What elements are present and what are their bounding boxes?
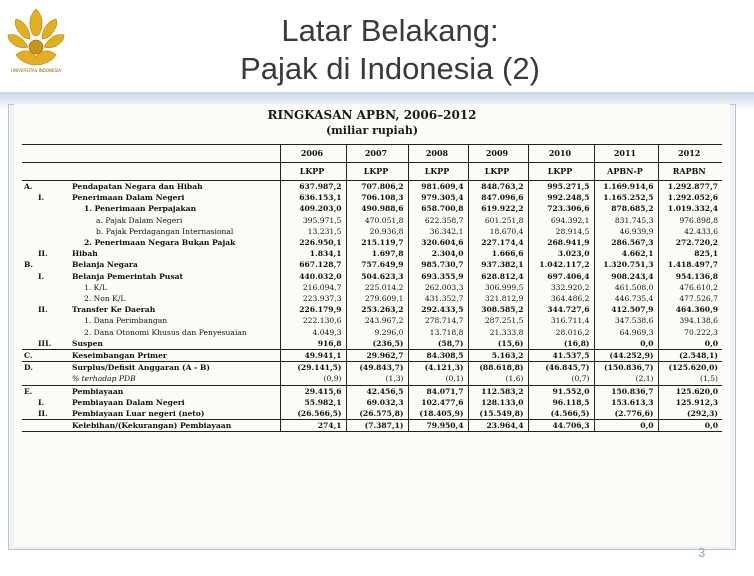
- row-value: 637.987,2: [280, 181, 346, 193]
- row-value: 79.950,4: [408, 420, 468, 432]
- row-label: Surplus/Defisit Anggaran (A - B): [70, 362, 280, 374]
- row-value: (16,8): [528, 338, 594, 350]
- row-value: 226.950,1: [280, 237, 346, 248]
- row-value: 937.382,1: [468, 259, 528, 270]
- row-value: 84.071,7: [408, 385, 468, 397]
- row-value: 412.507,9: [594, 304, 658, 315]
- row-value: 1.834,1: [280, 248, 346, 259]
- header-status: RAPBN: [658, 163, 722, 181]
- row-value: 992.248,5: [528, 192, 594, 203]
- row-value: 601.251,8: [468, 215, 528, 226]
- row-label: 2. Non K/L: [84, 294, 126, 304]
- row-value: (2,1): [594, 373, 658, 385]
- row-section-code: [22, 304, 36, 315]
- row-value: (236,5): [346, 338, 408, 350]
- table-row: [22, 397, 722, 408]
- row-sub-code: I.: [38, 193, 45, 203]
- row-value: 292.433,5: [408, 304, 468, 315]
- table-row: [22, 315, 722, 326]
- row-section-code: [22, 327, 36, 338]
- row-sub-code: II.: [38, 409, 48, 419]
- row-value: 908.243,4: [594, 271, 658, 282]
- row-value: (44.252,9): [594, 350, 658, 362]
- row-value: 622.358,7: [408, 215, 468, 226]
- row-label: Penerimaan Dalam Negeri: [72, 193, 185, 203]
- row-value: (49.843,7): [346, 362, 408, 374]
- header-year: 2010: [528, 145, 594, 163]
- row-value: (7.387,1): [346, 420, 408, 432]
- row-sub-code: [36, 362, 70, 374]
- row-value: 125.620,0: [658, 385, 722, 397]
- header-year: 2007: [346, 145, 408, 163]
- header-status: LKPP: [528, 163, 594, 181]
- row-sub-code: [36, 373, 70, 385]
- row-label: Hibah: [72, 249, 98, 259]
- title-line-2: Pajak di Indonesia (2): [240, 51, 540, 86]
- row-value: 658.700,8: [408, 203, 468, 214]
- row-value: 848.763,2: [468, 181, 528, 193]
- row-value: 954.136,8: [658, 271, 722, 282]
- row-value: 0,0: [658, 338, 722, 350]
- row-section-code: A.: [24, 182, 33, 191]
- table-row: [22, 226, 722, 237]
- row-value: (292,3): [658, 408, 722, 420]
- row-value: 29.415,6: [280, 385, 346, 397]
- row-value: 395.971,5: [280, 215, 346, 226]
- row-value: 29.962,7: [346, 350, 408, 362]
- table-row: [22, 373, 722, 385]
- row-value: 13.718,8: [408, 327, 468, 338]
- row-section-code: B.: [24, 260, 34, 270]
- table-header-status: [22, 163, 722, 181]
- row-sub-code: [36, 282, 70, 293]
- header-blank: [22, 145, 280, 163]
- row-section-code: [22, 248, 36, 259]
- table-row: [22, 420, 722, 432]
- row-value: 96.118,5: [528, 397, 594, 408]
- row-value: 227.174,4: [468, 237, 528, 248]
- row-value: (46.845,7): [528, 362, 594, 374]
- row-section-code: [22, 397, 36, 408]
- row-label: Belanja Negara: [72, 260, 138, 270]
- row-value: 150.836,7: [594, 385, 658, 397]
- row-label: 2. Dana Otonomi Khusus dan Penyesuaian: [84, 327, 247, 337]
- row-value: (0,7): [528, 373, 594, 385]
- row-value: 694.392,1: [528, 215, 594, 226]
- row-label: 1. K/L: [84, 282, 107, 292]
- row-value: 215.119,7: [346, 237, 408, 248]
- row-value: (26.566,5): [280, 408, 346, 420]
- row-sub-code: [36, 293, 70, 304]
- row-section-code: [22, 215, 36, 226]
- row-value: 979.305,4: [408, 192, 468, 203]
- table-row: [22, 192, 722, 203]
- row-value: (150.836,7): [594, 362, 658, 374]
- svg-text:UNIVERSITAS INDONESIA: UNIVERSITAS INDONESIA: [11, 68, 61, 73]
- table-subtitle: (miliar rupiah): [325, 124, 419, 137]
- row-value: 916,8: [280, 338, 346, 350]
- row-value: 847.096,6: [468, 192, 528, 203]
- row-label: Transfer Ke Daerah: [72, 305, 156, 315]
- row-value: 1.418.497,7: [658, 259, 722, 270]
- row-value: (4.121,3): [408, 362, 468, 374]
- row-value: 225.014,2: [346, 282, 408, 293]
- row-value: 619.922,2: [468, 203, 528, 214]
- row-value: 253.263,2: [346, 304, 408, 315]
- row-value: 504.623,3: [346, 271, 408, 282]
- row-value: 9.296,0: [346, 327, 408, 338]
- header-year: 2009: [468, 145, 528, 163]
- row-value: 5.163,2: [468, 350, 528, 362]
- table-row: [22, 181, 722, 193]
- header-status: APBN-P: [594, 163, 658, 181]
- row-value: 2.304,0: [408, 248, 468, 259]
- row-value: 431.352,7: [408, 293, 468, 304]
- row-value: 757.649,9: [346, 259, 408, 270]
- row-value: 697.406,4: [528, 271, 594, 282]
- header-year: 2011: [594, 145, 658, 163]
- row-value: 825,1: [658, 248, 722, 259]
- row-value: 344.727,6: [528, 304, 594, 315]
- row-value: 1.292.877,7: [658, 181, 722, 193]
- row-value: (15,6): [468, 338, 528, 350]
- row-value: 128.133,0: [468, 397, 528, 408]
- row-value: (2.548,1): [658, 350, 722, 362]
- table-row: [22, 293, 722, 304]
- slide-title: [140, 12, 640, 88]
- row-value: 1.042.117,2: [528, 259, 594, 270]
- table-row: [22, 248, 722, 259]
- header-status: LKPP: [346, 163, 408, 181]
- row-value: 278.714,7: [408, 315, 468, 326]
- row-value: 125.912,3: [658, 397, 722, 408]
- row-value: 490.988,6: [346, 203, 408, 214]
- row-value: 723.306,6: [528, 203, 594, 214]
- row-value: 1.292.052,6: [658, 192, 722, 203]
- row-sub-code: [36, 203, 70, 214]
- row-value: (1,3): [346, 373, 408, 385]
- row-sub-code: I.: [38, 397, 45, 407]
- row-value: (0,1): [408, 373, 468, 385]
- row-section-code: [22, 203, 36, 214]
- apbn-summary-image: [14, 104, 730, 546]
- row-value: (88.618,8): [468, 362, 528, 374]
- row-section-code: [22, 315, 36, 326]
- row-value: 287.251,5: [468, 315, 528, 326]
- table-row: [22, 304, 722, 315]
- row-sub-code: [36, 181, 70, 193]
- row-value: 28.016,2: [528, 327, 594, 338]
- row-value: 878.685,2: [594, 203, 658, 214]
- row-value: 1.019.332,4: [658, 203, 722, 214]
- table-row: [22, 259, 722, 270]
- table-row: [22, 203, 722, 214]
- table-row: [22, 338, 722, 350]
- row-value: 112.583,2: [468, 385, 528, 397]
- row-section-code: [22, 237, 36, 248]
- row-label: Pembiayaan Dalam Negeri: [72, 397, 185, 407]
- row-value: 84.308,5: [408, 350, 468, 362]
- row-label: Pembiayaan: [70, 385, 280, 397]
- row-value: (1,5): [658, 373, 722, 385]
- row-value: 707.806,2: [346, 181, 408, 193]
- table-header-years: [22, 145, 722, 163]
- row-value: 981.609,4: [408, 181, 468, 193]
- table-row: [22, 385, 722, 397]
- header-blank: [22, 163, 280, 181]
- row-section-code: [22, 271, 36, 282]
- row-sub-code: I.: [38, 271, 45, 281]
- row-value: (26.575,8): [346, 408, 408, 420]
- row-sub-code: [36, 327, 70, 338]
- row-value: 332.920,2: [528, 282, 594, 293]
- row-value: 0,0: [594, 420, 658, 432]
- row-value: (29.141,5): [280, 362, 346, 374]
- row-sub-code: [36, 259, 70, 270]
- row-sub-code: [36, 237, 70, 248]
- header-status: LKPP: [408, 163, 468, 181]
- row-section-code: [22, 338, 36, 350]
- row-sub-code: II.: [38, 249, 48, 259]
- row-value: 222.130,6: [280, 315, 346, 326]
- row-value: 1.320.751,3: [594, 259, 658, 270]
- table-row: [22, 282, 722, 293]
- row-value: 667.128,7: [280, 259, 346, 270]
- row-value: 446.735,4: [594, 293, 658, 304]
- row-sub-code: [36, 420, 70, 432]
- row-value: 306.999,5: [468, 282, 528, 293]
- row-section-code: [22, 373, 36, 385]
- header-year: 2012: [658, 145, 722, 163]
- row-value: 394.138,6: [658, 315, 722, 326]
- row-section-code: [22, 293, 36, 304]
- row-value: 216.094,7: [280, 282, 346, 293]
- row-value: 64.969,3: [594, 327, 658, 338]
- row-value: 42.433,6: [658, 226, 722, 237]
- row-sub-code: [36, 350, 70, 362]
- row-value: 636.153,1: [280, 192, 346, 203]
- row-section-code: [22, 226, 36, 237]
- row-value: 91.552,0: [528, 385, 594, 397]
- row-value: 1.169.914,6: [594, 181, 658, 193]
- row-value: 347.538,6: [594, 315, 658, 326]
- row-label: Suspen: [72, 338, 103, 348]
- row-value: 321.812,9: [468, 293, 528, 304]
- row-value: (125.620,0): [658, 362, 722, 374]
- page-number: 3: [698, 545, 706, 560]
- row-sub-code: [36, 315, 70, 326]
- row-label: Pendapatan Negara dan Hibah: [72, 182, 203, 191]
- row-value: 18.670,4: [468, 226, 528, 237]
- row-value: 461.508,0: [594, 282, 658, 293]
- row-value: 0,0: [658, 420, 722, 432]
- row-value: 409.203,0: [280, 203, 346, 214]
- row-section-code: [22, 282, 36, 293]
- row-value: 243.967,2: [346, 315, 408, 326]
- row-value: 320.604,6: [408, 237, 468, 248]
- header-status: LKPP: [280, 163, 346, 181]
- row-value: 1.666,6: [468, 248, 528, 259]
- row-section-code: [22, 420, 36, 432]
- row-section-code: C.: [22, 350, 36, 362]
- table-row: [22, 327, 722, 338]
- row-section-code: E.: [22, 385, 36, 397]
- row-sub-code: III.: [38, 338, 52, 348]
- row-value: 20.936,8: [346, 226, 408, 237]
- row-value: 262.003,3: [408, 282, 468, 293]
- row-section-code: [22, 408, 36, 420]
- row-sub-code: [36, 226, 70, 237]
- row-value: 476.610,2: [658, 282, 722, 293]
- row-label: 1. Penerimaan Perpajakan: [84, 204, 197, 214]
- row-value: 21.333,8: [468, 327, 528, 338]
- row-value: 279.609,1: [346, 293, 408, 304]
- row-value: 226.179,9: [280, 304, 346, 315]
- table-row: [22, 408, 722, 420]
- table-row: [22, 237, 722, 248]
- row-label: Keseimbangan Primer: [70, 350, 280, 362]
- row-value: 274,1: [280, 420, 346, 432]
- row-label: % terhadap PDB: [72, 374, 136, 384]
- row-value: 477.526,7: [658, 293, 722, 304]
- row-value: 706.108,3: [346, 192, 408, 203]
- row-value: 272.720,2: [658, 237, 722, 248]
- row-value: 364.486,2: [528, 293, 594, 304]
- row-value: 41.537,5: [528, 350, 594, 362]
- row-value: 470.051,8: [346, 215, 408, 226]
- row-value: 13.231,5: [280, 226, 346, 237]
- table-row: [22, 271, 722, 282]
- row-value: (58,7): [408, 338, 468, 350]
- row-value: 44.706,3: [528, 420, 594, 432]
- row-label: b. Pajak Perdagangan Internasional: [96, 226, 234, 236]
- row-value: 995.271,5: [528, 181, 594, 193]
- row-value: 36.342,1: [408, 226, 468, 237]
- row-value: (4.566,5): [528, 408, 594, 420]
- row-value: 49.941,1: [280, 350, 346, 362]
- row-value: 4.662,1: [594, 248, 658, 259]
- row-value: 316.711,4: [528, 315, 594, 326]
- row-label: 1. Dana Perimbangan: [84, 316, 168, 326]
- row-value: 3.023,0: [528, 248, 594, 259]
- row-label: Pembiayaan Luar negeri (neto): [72, 409, 205, 419]
- row-value: 1.165.252,5: [594, 192, 658, 203]
- row-value: 286.567,3: [594, 237, 658, 248]
- row-label: Belanja Pemerintah Pusat: [72, 271, 184, 281]
- row-value: (1,6): [468, 373, 528, 385]
- row-section-code: [22, 192, 36, 203]
- apbn-table: [22, 144, 722, 432]
- row-value: 4.049,3: [280, 327, 346, 338]
- row-value: 69.032,3: [346, 397, 408, 408]
- row-value: (2.776,6): [594, 408, 658, 420]
- row-value: 0,0: [594, 338, 658, 350]
- row-value: 308.585,2: [468, 304, 528, 315]
- row-value: 28.914,5: [528, 226, 594, 237]
- row-value: 985.730,7: [408, 259, 468, 270]
- row-label: 2. Penerimaan Negara Bukan Pajak: [84, 238, 236, 248]
- table-row: [22, 362, 722, 374]
- row-value: 693.355,9: [408, 271, 468, 282]
- row-value: 831.745,3: [594, 215, 658, 226]
- row-value: 46.939,9: [594, 226, 658, 237]
- row-value: 223.937,3: [280, 293, 346, 304]
- row-value: 464.360,9: [658, 304, 722, 315]
- row-value: 102.477,6: [408, 397, 468, 408]
- row-value: 55.982,1: [280, 397, 346, 408]
- row-value: (18.405,9): [408, 408, 468, 420]
- row-value: 153.613,3: [594, 397, 658, 408]
- table-row: [22, 215, 722, 226]
- row-value: (15.549,8): [468, 408, 528, 420]
- row-sub-code: [36, 215, 70, 226]
- row-value: 440.032,0: [280, 271, 346, 282]
- row-value: 628.812,4: [468, 271, 528, 282]
- row-label: Kelebihan/(Kekurangan) Pembiayaan: [70, 420, 280, 432]
- university-crest-icon: [2, 3, 70, 75]
- row-label: a. Pajak Dalam Negeri: [96, 215, 183, 225]
- row-value: 976.898,8: [658, 215, 722, 226]
- row-section-code: D.: [22, 362, 36, 374]
- header-status: LKPP: [468, 163, 528, 181]
- row-value: 1.697,8: [346, 248, 408, 259]
- row-value: 42.456,5: [346, 385, 408, 397]
- row-sub-code: [36, 385, 70, 397]
- table-row: [22, 350, 722, 362]
- row-sub-code: II.: [38, 305, 48, 315]
- header-year: 2006: [280, 145, 346, 163]
- row-value: (0,9): [280, 373, 346, 385]
- row-value: 23.964,4: [468, 420, 528, 432]
- row-value: 268.941,9: [528, 237, 594, 248]
- title-line-1: Latar Belakang:: [281, 13, 499, 48]
- row-value: 70.222,3: [658, 327, 722, 338]
- table-title: RINGKASAN APBN, 2006–2012: [267, 108, 477, 122]
- header-year: 2008: [408, 145, 468, 163]
